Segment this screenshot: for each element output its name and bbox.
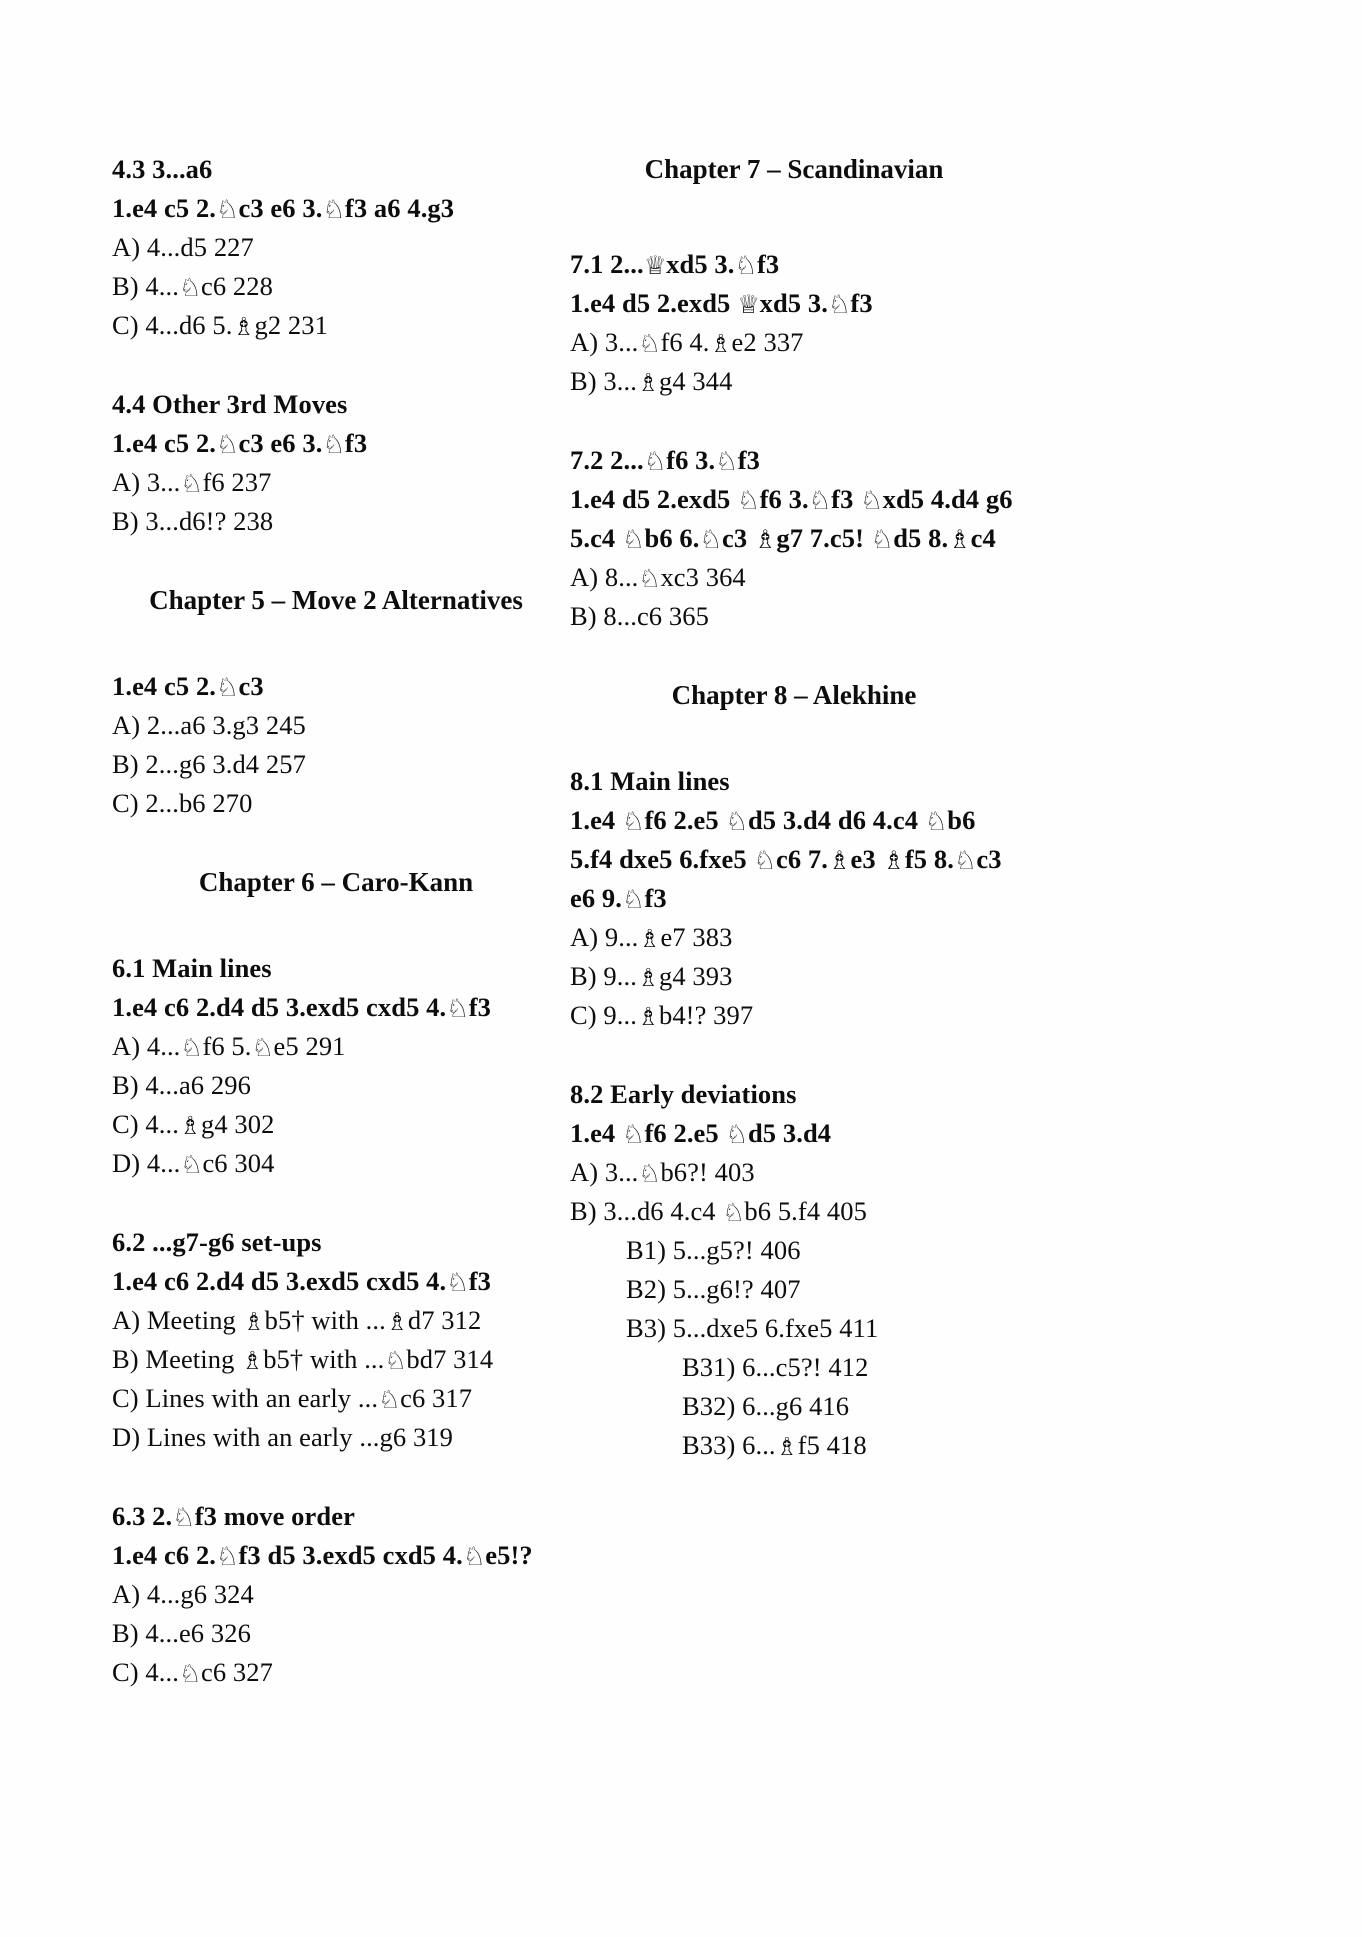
section-moves: 1.e4 c5 2.♘c3 e6 3.♘f3 — [112, 428, 368, 460]
chess-piece-icon: ♘ — [638, 1159, 661, 1188]
chess-piece-icon: ♘ — [622, 525, 645, 555]
chess-piece-icon: ♘ — [216, 673, 239, 703]
chess-piece-icon: ♘ — [446, 994, 470, 1024]
chess-piece-icon: ♗ — [636, 963, 660, 992]
chess-piece-icon: ♘ — [808, 486, 832, 516]
section-moves-line3: e6 9.♘f3 — [570, 883, 667, 915]
spacer — [570, 189, 1018, 245]
chess-piece-icon: ♘ — [462, 1542, 486, 1572]
toc-columns — [0, 150, 1362, 1692]
chess-piece-icon: ♘ — [725, 1120, 749, 1150]
chess-piece-icon: ♘ — [870, 525, 894, 555]
chess-piece-icon: ♗ — [636, 368, 660, 397]
spacer — [112, 345, 560, 385]
spacer — [570, 636, 1018, 676]
chess-piece-icon: ♘ — [180, 469, 203, 498]
chess-piece-icon: ♘ — [378, 1385, 401, 1414]
chess-piece-icon: ♘ — [622, 807, 645, 837]
chess-piece-icon: ♘ — [715, 447, 739, 477]
section-moves-line2: 5.c4 ♘b6 6.♘c3 ♗g7 7.c5! ♘d5 8.♗c4 — [570, 523, 996, 555]
toc-entry[interactable]: C) 2...b6 270 — [112, 788, 253, 818]
chess-piece-icon: ♕ — [643, 251, 667, 281]
section-7-1 — [570, 245, 1018, 401]
spacer — [570, 401, 1018, 441]
chess-piece-icon: ♗ — [753, 525, 777, 555]
toc-entry[interactable]: C) 9...♗b4!? 397 — [570, 1000, 754, 1031]
section-4-3 — [112, 150, 560, 345]
chess-piece-icon: ♗ — [827, 846, 851, 876]
toc-entry[interactable]: B33) 6...♗f5 418 — [682, 1430, 867, 1461]
chess-piece-icon: ♘ — [622, 885, 645, 915]
section-heading: 6.2 ...g7-g6 set-ups — [112, 1227, 322, 1257]
section-moves-line2: 5.f4 dxe5 6.fxe5 ♘c6 7.♗e3 ♗f5 8.♘c3 — [570, 844, 1002, 876]
chapter-title: Chapter 6 – Caro-Kann — [198, 867, 474, 897]
spacer — [112, 541, 560, 581]
chess-piece-icon: ♘ — [722, 1198, 745, 1227]
chess-piece-icon: ♘ — [178, 273, 202, 302]
toc-entry[interactable]: B1) 5...g5?! 406 — [626, 1235, 801, 1265]
chess-piece-icon: ♘ — [322, 430, 346, 460]
toc-entry[interactable]: C) 4...d6 5.♗g2 231 — [112, 310, 328, 341]
spacer — [112, 1457, 560, 1497]
chess-piece-icon: ♘ — [924, 807, 948, 837]
chess-piece-icon: ♘ — [827, 290, 851, 320]
chess-piece-icon: ♘ — [178, 1659, 202, 1688]
section-heading: 7.2 2...♘f6 3.♘f3 — [570, 445, 760, 477]
toc-entry[interactable]: A) 4...g6 324 — [112, 1579, 254, 1609]
section-4-4 — [112, 385, 560, 541]
chess-piece-icon: ♗ — [948, 525, 972, 555]
chapter-8 — [570, 676, 1018, 1465]
chess-piece-icon: ♗ — [232, 312, 255, 341]
toc-entry[interactable]: A) 2...a6 3.g3 245 — [112, 710, 306, 740]
toc-entry[interactable]: B2) 5...g6!? 407 — [626, 1274, 801, 1304]
chess-piece-icon: ♗ — [242, 1307, 266, 1336]
toc-entry[interactable]: A) 4...d5 227 — [112, 232, 254, 262]
chess-piece-icon: ♗ — [709, 329, 733, 358]
toc-entry[interactable]: D) Lines with an early ...g6 319 — [112, 1422, 453, 1452]
spacer — [112, 1183, 560, 1223]
chess-piece-icon: ♘ — [638, 564, 661, 593]
chess-piece-icon: ♘ — [953, 846, 977, 876]
section-moves: 1.e4 c6 2.d4 d5 3.exd5 cxd5 4.♘f3 — [112, 992, 491, 1024]
spacer — [570, 1035, 1018, 1075]
toc-entry[interactable]: B) 4...a6 296 — [112, 1070, 251, 1100]
toc-entry[interactable]: A) Meeting ♗b5† with ...♗d7 312 — [112, 1305, 482, 1336]
section-6-2 — [112, 1223, 560, 1457]
spacer — [570, 715, 1018, 762]
section-heading: 6.1 Main lines — [112, 953, 272, 983]
section-6-1 — [112, 949, 560, 1183]
spacer — [112, 823, 560, 863]
section-6-3 — [112, 1497, 560, 1692]
chess-piece-icon: ♘ — [384, 1346, 407, 1375]
section-8-1 — [570, 762, 1018, 1035]
toc-entry[interactable]: C) 4...♗g4 302 — [112, 1109, 275, 1140]
section-8-2 — [570, 1075, 1018, 1465]
section-moves: 1.e4 c6 2.d4 d5 3.exd5 cxd5 4.♘f3 — [112, 1266, 491, 1298]
chess-piece-icon: ♘ — [737, 486, 761, 516]
toc-entry[interactable]: C) 4...♘c6 327 — [112, 1657, 273, 1688]
toc-entry[interactable]: B) 8...c6 365 — [570, 601, 709, 631]
chapter-title: Chapter 8 – Alekhine — [671, 680, 917, 710]
chess-piece-icon: ♘ — [216, 430, 239, 460]
toc-entry[interactable]: B) Meeting ♗b5† with ...♘bd7 314 — [112, 1344, 494, 1375]
section-heading: 8.1 Main lines — [570, 766, 730, 796]
chapter-title: Chapter 7 – Scandinavian — [644, 154, 944, 184]
chess-piece-icon: ♘ — [216, 1542, 239, 1572]
toc-entry[interactable]: A) 9...♗e7 383 — [570, 922, 733, 953]
chess-piece-icon: ♘ — [180, 1033, 203, 1062]
chess-piece-icon: ♗ — [241, 1346, 264, 1375]
chess-piece-icon: ♘ — [643, 447, 667, 477]
chess-piece-icon: ♕ — [737, 290, 761, 320]
section-moves: 1.e4 c5 2.♘c3 e6 3.♘f3 a6 4.g3 — [112, 193, 455, 225]
toc-entry[interactable]: B) 9...♗g4 393 — [570, 961, 733, 992]
chess-piece-icon: ♘ — [860, 486, 884, 516]
toc-entry[interactable]: A) 3...♘f6 4.♗e2 337 — [570, 327, 804, 358]
toc-entry[interactable]: B) 3...d6!? 238 — [112, 506, 274, 536]
chess-piece-icon: ♘ — [180, 1150, 203, 1179]
spacer — [112, 902, 560, 949]
chess-piece-icon: ♗ — [638, 924, 661, 953]
chapter-7 — [570, 150, 1018, 636]
section-heading: 7.1 2...♕xd5 3.♘f3 — [570, 249, 780, 281]
spacer — [112, 620, 560, 667]
section-heading: 8.2 Early deviations — [570, 1079, 797, 1109]
chapter-moves: 1.e4 c5 2.♘c3 — [112, 671, 264, 703]
chess-piece-icon: ♘ — [251, 1033, 275, 1062]
chess-piece-icon: ♗ — [178, 1111, 202, 1140]
chess-piece-icon: ♘ — [216, 195, 239, 225]
toc-entry[interactable]: B) 3...d6 4.c4 ♘b6 5.f4 405 — [570, 1196, 867, 1227]
toc-entry[interactable]: D) 4...♘c6 304 — [112, 1148, 275, 1179]
section-heading: 6.3 2.♘f3 move order — [112, 1501, 355, 1533]
chess-piece-icon: ♘ — [753, 846, 777, 876]
chess-piece-icon: ♘ — [638, 329, 661, 358]
toc-entry[interactable]: B) 2...g6 3.d4 257 — [112, 749, 306, 779]
toc-entry[interactable]: B) 3...♗g4 344 — [570, 366, 733, 397]
chapter-6 — [112, 863, 560, 1692]
chess-piece-icon: ♘ — [172, 1503, 196, 1533]
section-moves-line1: 1.e4 ♘f6 2.e5 ♘d5 3.d4 d6 4.c4 ♘b6 — [570, 805, 976, 837]
toc-entry[interactable]: A) 8...♘xc3 364 — [570, 562, 746, 593]
chess-piece-icon: ♗ — [385, 1307, 409, 1336]
toc-entry[interactable]: B) 4...♘c6 228 — [112, 271, 273, 302]
chapter-title: Chapter 5 – Move 2 Alternatives — [149, 585, 523, 615]
chapter-5 — [112, 581, 560, 823]
toc-entry[interactable]: B32) 6...g6 416 — [682, 1391, 850, 1421]
chess-piece-icon: ♘ — [622, 1120, 645, 1150]
right-column — [570, 150, 1018, 1465]
chess-piece-icon: ♘ — [734, 251, 758, 281]
toc-entry[interactable]: A) 4...♘f6 5.♘e5 291 — [112, 1031, 346, 1062]
chess-piece-icon: ♗ — [882, 846, 906, 876]
toc-entry[interactable]: A) 3...♘b6?! 403 — [570, 1157, 755, 1188]
toc-entry[interactable]: B31) 6...c5?! 412 — [682, 1352, 869, 1382]
left-column — [112, 150, 560, 1692]
section-7-2 — [570, 441, 1018, 636]
chess-piece-icon: ♗ — [636, 1002, 660, 1031]
toc-entry[interactable]: A) 3...♘f6 237 — [112, 467, 272, 498]
toc-entry[interactable]: B3) 5...dxe5 6.fxe5 411 — [626, 1313, 879, 1343]
chess-piece-icon: ♗ — [775, 1432, 799, 1461]
section-moves-line1: 1.e4 d5 2.exd5 ♘f6 3.♘f3 ♘xd5 4.d4 g6 — [570, 484, 1013, 516]
chess-piece-icon: ♘ — [446, 1268, 470, 1298]
section-heading: 4.3 3...a6 — [112, 154, 213, 184]
section-moves: 1.e4 d5 2.exd5 ♕xd5 3.♘f3 — [570, 288, 873, 320]
section-moves: 1.e4 c6 2.♘f3 d5 3.exd5 cxd5 4.♘e5!? — [112, 1540, 533, 1572]
section-moves: 1.e4 ♘f6 2.e5 ♘d5 3.d4 — [570, 1118, 832, 1150]
chess-piece-icon: ♘ — [322, 195, 346, 225]
chess-piece-icon: ♘ — [699, 525, 723, 555]
toc-entry[interactable]: B) 4...e6 326 — [112, 1618, 251, 1648]
chess-piece-icon: ♘ — [725, 807, 749, 837]
section-heading: 4.4 Other 3rd Moves — [112, 389, 348, 419]
toc-entry[interactable]: C) Lines with an early ...♘c6 317 — [112, 1383, 473, 1414]
